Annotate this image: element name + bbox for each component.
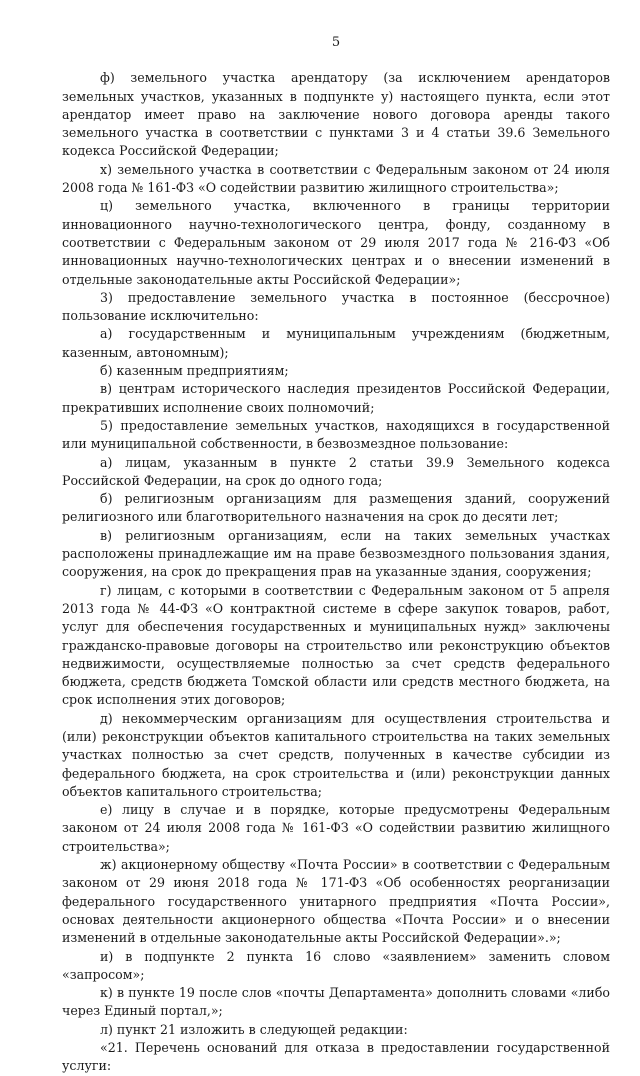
paragraph-5zh: ж) акционерному обществу «Почта России» в соответствии с Федеральным законом от 29 июня 2018 года № 171-ФЗ «Об особенностях реорганизации федерального государственного унитарного предприятия «Почта России», основах деятельности акционерного общества «Почта России» и о внесении изменений в отдельные законодательные акты Российской Федерации».»; bbox=[62, 857, 610, 946]
paragraph-f: ф) земельного участка арендатору (за исключением арендаторов земельных участков, указанных в подпункте у) настоящего пункта, если этот арендатор имеет право на заключение нового договора аренды такого земельного участка в соответствии с пунктами 3 и 4 статьи 39.6 Земельного кодекса Российской Федерации; bbox=[62, 70, 610, 159]
paragraph-5b: б) религиозным организациям для размещения зданий, сооружений религиозного или благотворительного назначения на срок до десяти лет; bbox=[62, 491, 610, 525]
paragraph-kh: х) земельного участка в соответствии с Федеральным законом от 24 июля 2008 года № 161-ФЗ «О содействии развитию жилищного строительства»; bbox=[62, 161, 610, 196]
page-number: 5 bbox=[331, 35, 341, 50]
paragraph-ts: ц) земельного участка, включенного в границы территории инновационного научно-технологического центра, фонду, созданному в соответствии с Федеральным законом от 29 июля 2017 года № 216-ФЗ «Об инновационных научно-технологических центрах и о внесении изменений в отдельные законодательные акты Российской Федерации»; bbox=[62, 198, 610, 287]
paragraph-3: 3) предоставление земельного участка в постоянное (бессрочное) пользование исключительно: bbox=[62, 289, 610, 324]
paragraph-3b: б) казенным предприятиям; bbox=[100, 363, 289, 379]
paragraph-l: л) пункт 21 изложить в следующей редакции: bbox=[100, 1021, 408, 1037]
paragraph-3v: в) центрам исторического наследия президентов Российской Федерации, прекративших исполнение своих полномочий; bbox=[62, 381, 610, 415]
paragraph-i: и) в подпункте 2 пункта 16 слово «заявлением» заменить словом «запросом»; bbox=[62, 948, 610, 982]
paragraph-5a: а) лицам, указанным в пункте 2 статьи 39.9 Земельного кодекса Российской Федерации, на срок до одного года; bbox=[62, 454, 610, 488]
paragraph-5e: е) лицу в случае и в порядке, которые предусмотрены Федеральным законом от 24 июля 2008 года № 161-ФЗ «О содействии развитию жилищного строительства»; bbox=[62, 802, 610, 854]
paragraph-5v: в) религиозным организациям, если на таких земельных участках расположены принадлежащие им на праве безвозмездного пользования здания, сооружения, на срок до прекращения прав на указанные здания, сооружения; bbox=[62, 527, 610, 580]
paragraph-5g: г) лицам, с которыми в соответствии с Федеральным законом от 5 апреля 2013 года № 44-ФЗ «О контрактной системе в сфере закупок товаров, работ, услуг для обеспечения государственных и муниципальных нужд» заключены гражданско-правовые договоры на строительство или реконструкцию объектов недвижимости, осуществляемые полностью за счет средств федерального бюджета, средств бюджета Томской области или средств местного бюджета, на срок исполнения этих договоров; bbox=[62, 582, 610, 708]
paragraph-k: к) в пункте 19 после слов «почты Департамента» дополнить словами «либо через Единый портал,»; bbox=[62, 985, 610, 1019]
paragraph-21: «21. Перечень оснований для отказа в предоставлении государственной услуги: bbox=[62, 1040, 610, 1074]
paragraph-5d: д) некоммерческим организациям для осуществления строительства и (или) реконструкции объектов капитального строительства на таких земельных участках полностью за счет средств, полученных в качестве субсидии из федерального бюджета, на срок строительства и (или) реконструкции данных объектов капитального строительства; bbox=[62, 710, 610, 799]
paragraph-5: 5) предоставление земельных участков, находящихся в государственной или муниципальной собственности, в безвозмездное пользование: bbox=[62, 417, 610, 452]
document-body bbox=[62, 69, 610, 1075]
paragraph-3a: а) государственным и муниципальным учреждениям (бюджетным, казенным, автономным); bbox=[62, 326, 610, 360]
